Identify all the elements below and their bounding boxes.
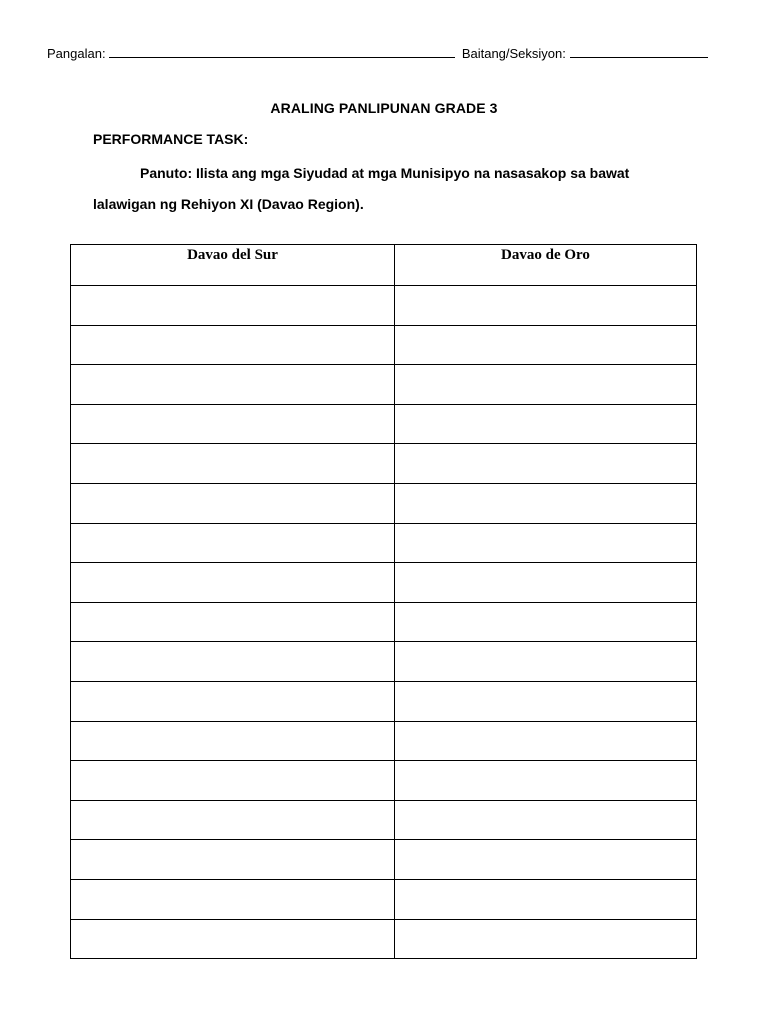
davao-del-sur-answer-cell[interactable] <box>71 523 395 563</box>
worksheet-title: ARALING PANLIPUNAN GRADE 3 <box>270 100 498 116</box>
answer-table <box>70 244 697 959</box>
davao-del-sur-answer-cell[interactable] <box>71 642 395 682</box>
table-row <box>71 404 697 444</box>
table-row <box>71 325 697 365</box>
davao-de-oro-answer-cell[interactable] <box>395 325 697 365</box>
davao-de-oro-answer-cell[interactable] <box>395 365 697 405</box>
davao-del-sur-answer-cell[interactable] <box>71 325 395 365</box>
grade-section-blank-field[interactable] <box>570 45 708 58</box>
table-row <box>71 642 697 682</box>
davao-del-sur-answer-cell[interactable] <box>71 681 395 721</box>
table-row <box>71 761 697 801</box>
table-row <box>71 444 697 484</box>
davao-de-oro-answer-cell[interactable] <box>395 404 697 444</box>
table-row <box>71 523 697 563</box>
davao-de-oro-answer-cell[interactable] <box>395 879 697 919</box>
table-row <box>71 602 697 642</box>
davao-del-sur-answer-cell[interactable] <box>71 483 395 523</box>
davao-del-sur-answer-cell[interactable] <box>71 840 395 880</box>
davao-de-oro-answer-cell[interactable] <box>395 919 697 959</box>
davao-de-oro-answer-cell[interactable] <box>395 444 697 484</box>
davao-del-sur-answer-cell[interactable] <box>71 800 395 840</box>
table-row <box>71 879 697 919</box>
davao-del-sur-answer-cell[interactable] <box>71 286 395 326</box>
table-body <box>71 286 697 959</box>
table-row <box>71 365 697 405</box>
davao-del-sur-answer-cell[interactable] <box>71 721 395 761</box>
table-row <box>71 721 697 761</box>
davao-de-oro-answer-cell[interactable] <box>395 483 697 523</box>
column-header-davao-de-oro: Davao de Oro <box>395 245 697 286</box>
davao-del-sur-answer-cell[interactable] <box>71 879 395 919</box>
davao-del-sur-answer-cell[interactable] <box>71 761 395 801</box>
davao-de-oro-answer-cell[interactable] <box>395 563 697 603</box>
student-info-line <box>47 45 727 61</box>
table-row <box>71 800 697 840</box>
davao-de-oro-answer-cell[interactable] <box>395 761 697 801</box>
table-row <box>71 919 697 959</box>
davao-de-oro-answer-cell[interactable] <box>395 286 697 326</box>
davao-de-oro-answer-cell[interactable] <box>395 800 697 840</box>
davao-de-oro-answer-cell[interactable] <box>395 721 697 761</box>
column-header-davao-del-sur: Davao del Sur <box>71 245 395 286</box>
davao-del-sur-answer-cell[interactable] <box>71 602 395 642</box>
table-header-row <box>71 245 697 286</box>
davao-del-sur-answer-cell[interactable] <box>71 563 395 603</box>
name-label: Pangalan: <box>47 46 106 61</box>
name-blank-field[interactable] <box>109 45 455 58</box>
davao-del-sur-answer-cell[interactable] <box>71 919 395 959</box>
davao-del-sur-answer-cell[interactable] <box>71 444 395 484</box>
grade-section-label: Baitang/Seksiyon: <box>461 46 566 61</box>
table-row <box>71 286 697 326</box>
instructions-paragraph: Panuto: Ilista ang mga Siyudad at mga Munisipyo na nasasakop sa bawat lalawigan ng Rehiyon XI (Davao Region). <box>93 165 630 212</box>
davao-de-oro-answer-cell[interactable] <box>395 602 697 642</box>
davao-de-oro-answer-cell[interactable] <box>395 681 697 721</box>
davao-de-oro-answer-cell[interactable] <box>395 840 697 880</box>
table-row <box>71 681 697 721</box>
table-row <box>71 483 697 523</box>
davao-de-oro-answer-cell[interactable] <box>395 642 697 682</box>
davao-de-oro-answer-cell[interactable] <box>395 523 697 563</box>
table-row <box>71 563 697 603</box>
table-row <box>71 840 697 880</box>
davao-del-sur-answer-cell[interactable] <box>71 404 395 444</box>
performance-task-label: PERFORMANCE TASK: <box>93 131 249 147</box>
davao-del-sur-answer-cell[interactable] <box>71 365 395 405</box>
